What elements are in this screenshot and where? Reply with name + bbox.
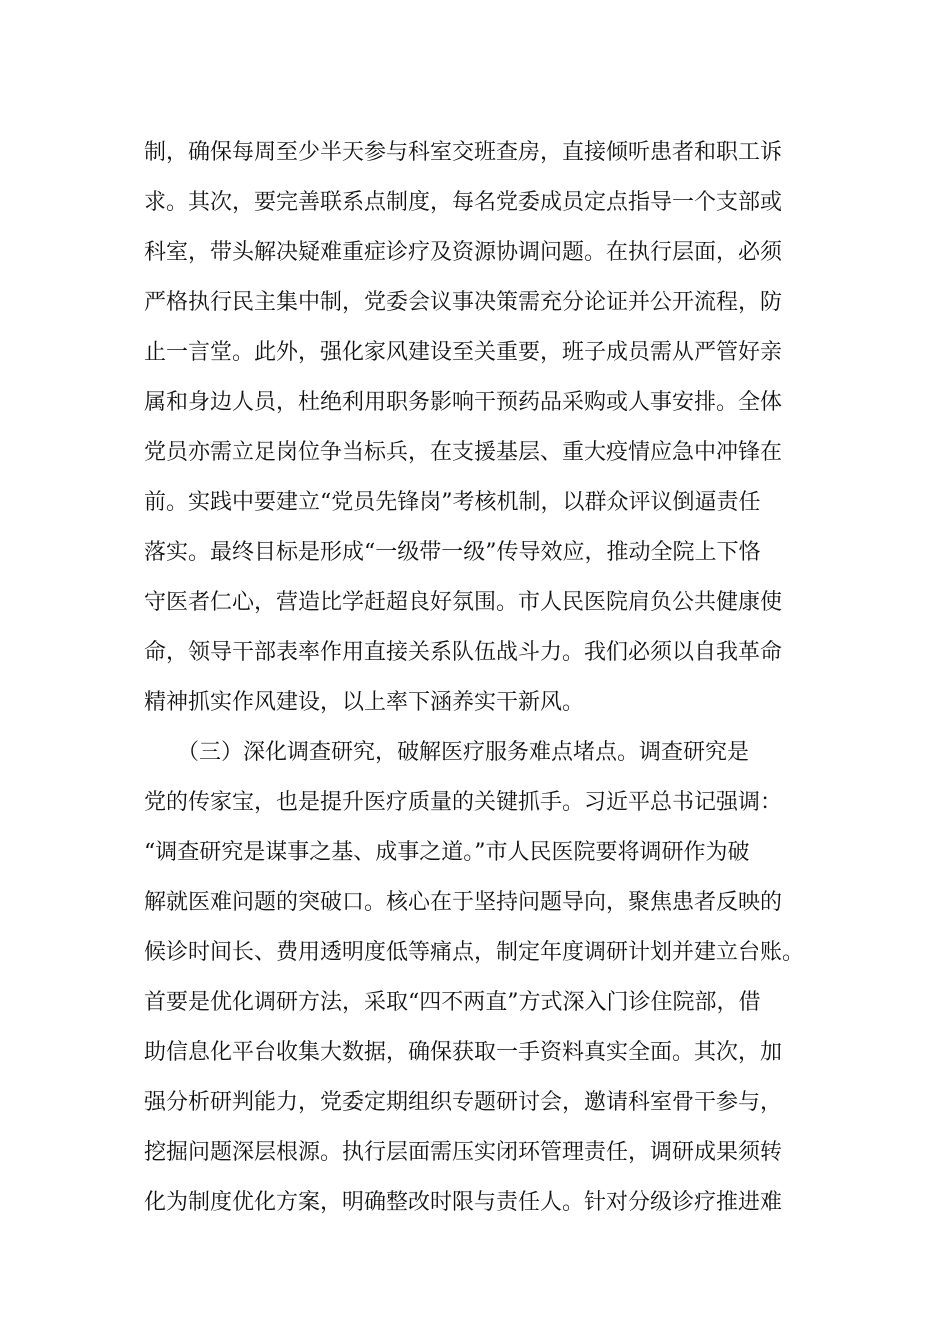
paragraph-1-line: 属和身边人员，杜绝利用职务影响干预药品采购或人事安排。全体 [144,390,783,415]
paragraph-1-line: 严格执行民主集中制，党委会议事决策需充分论证并公开流程，防 [144,290,783,315]
paragraph-2-line: （三）深化调查研究，破解医疗服务难点堵点。调查研究是 [144,740,750,765]
paragraph-2-line: 解就医难问题的突破口。核心在于坚持问题导向，聚焦患者反映的 [144,890,783,915]
paragraph-2-line: “调查研究是谋事之基、成事之道。”市人民医院要将调研作为破 [144,840,750,865]
paragraph-1-line: 前。实践中要建立“党员先锋岗”考核机制，以群众评议倒逼责任 [144,490,761,515]
paragraph-2-line: 首要是优化调研方法，采取“四不两直”方式深入门诊住院部，借 [144,990,761,1015]
paragraph-1-line: 命，领导干部表率作用直接关系队伍战斗力。我们必须以自我革命 [144,640,783,665]
paragraph-1 [144,128,844,728]
paragraph-1-line: 求。其次，要完善联系点制度，每名党委成员定点指导一个支部或 [144,190,783,215]
paragraph-2-line: 党的传家宝，也是提升医疗质量的关键抓手。习近平总书记强调： [144,790,783,815]
paragraph-1-line: 制，确保每周至少半天参与科室交班查房，直接倾听患者和职工诉 [144,140,783,165]
paragraph-2-line: 强分析研判能力，党委定期组织专题研讨会，邀请科室骨干参与， [144,1090,783,1115]
paragraph-2-line: 化为制度优化方案，明确整改时限与责任人。针对分级诊疗推进难 [144,1190,783,1215]
paragraph-2 [144,728,844,1228]
paragraph-1-line: 精神抓实作风建设，以上率下涵养实干新风。 [144,690,585,715]
paragraph-1-line: 党员亦需立足岗位争当标兵，在支援基层、重大疫情应急中冲锋在 [144,440,783,465]
paragraph-2-line: 挖掘问题深层根源。执行层面需压实闭环管理责任，调研成果须转 [144,1140,783,1165]
paragraph-1-line: 科室，带头解决疑难重症诊疗及资源协调问题。在执行层面，必须 [144,240,783,265]
paragraph-1-line: 落实。最终目标是形成“一级带一级”传导效应，推动全院上下恪 [144,540,761,565]
paragraph-2-line: 助信息化平台收集大数据，确保获取一手资料真实全面。其次，加 [144,1040,783,1065]
paragraph-2-line: 候诊时间长、费用透明度低等痛点，制定年度调研计划并建立台账。 [144,940,805,965]
paragraph-1-line: 守医者仁心，营造比学赶超良好氛围。市人民医院肩负公共健康使 [144,590,783,615]
paragraph-1-line: 止一言堂。此外，强化家风建设至关重要，班子成员需从严管好亲 [144,340,783,365]
